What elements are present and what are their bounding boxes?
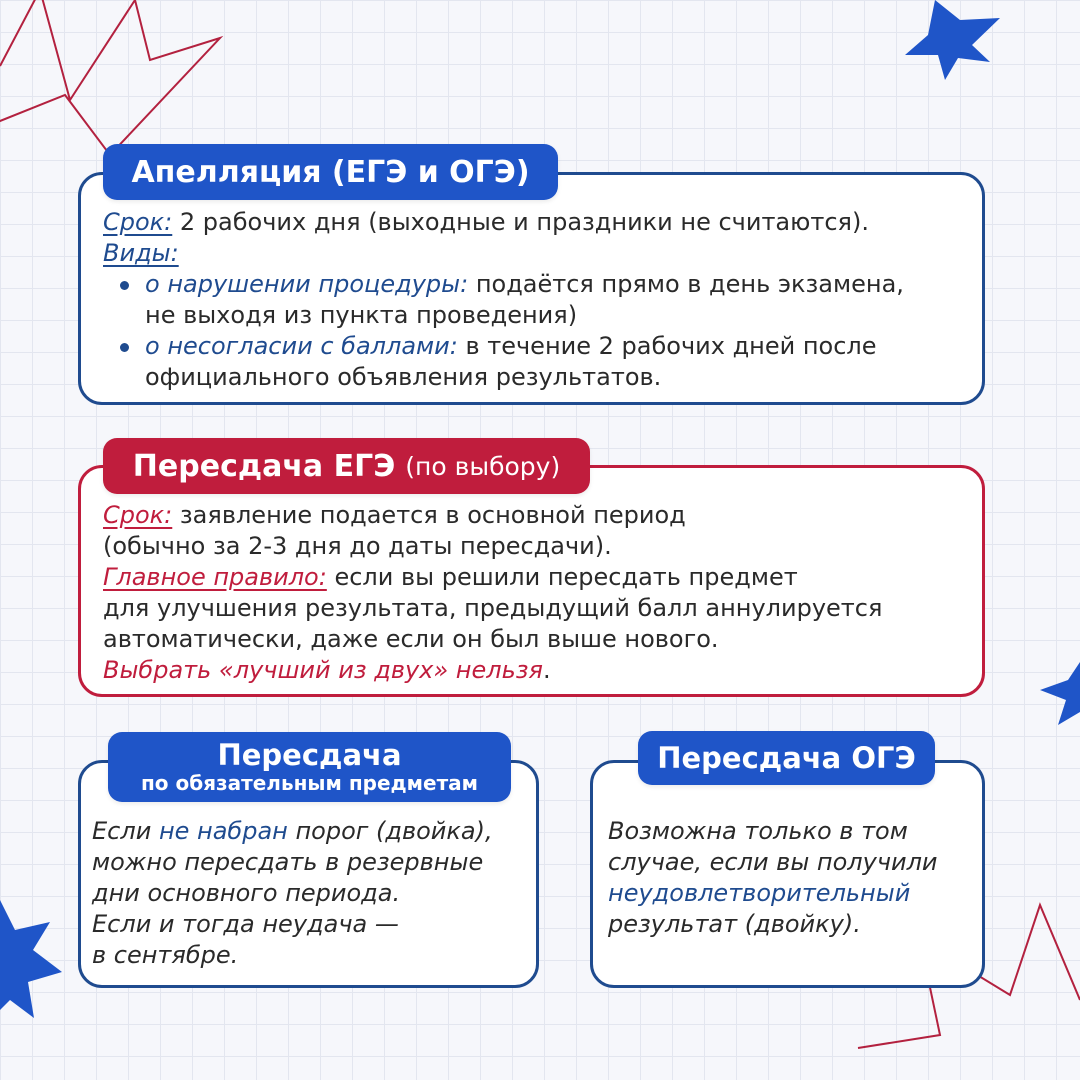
retake-oge-line-2: случае, если вы получили — [608, 848, 938, 876]
retake-ege-term-text: заявление подается в основной период — [179, 501, 686, 529]
appeal-content — [103, 207, 973, 393]
retake-oge-line-4: результат (двойку). — [608, 910, 861, 938]
appeal-item-text-cont: не выходя из пункта проведения) — [145, 301, 578, 329]
retake-ege-warning: Выбрать «лучший из двух» нельзя — [103, 656, 543, 684]
retake-ege-rule-cont-2: автоматически, даже если он был выше нового. — [103, 625, 719, 653]
retake-oge-highlight: неудовлетворительный — [608, 879, 911, 907]
retake-ege-term-label: Срок: — [103, 501, 173, 529]
star-top-right-icon — [905, 0, 1000, 80]
list-item — [145, 331, 973, 393]
appeal-types-list — [103, 269, 973, 393]
appeal-item-lead: о несогласии с баллами: — [145, 332, 458, 360]
retake-required-l1a: Если — [92, 817, 159, 845]
retake-ege-rule-text: если вы решили пересдать предмет — [334, 563, 798, 591]
retake-ege-rule-cont-1: для улучшения результата, предыдущий балл аннулируется — [103, 594, 883, 622]
retake-ege-term-cont: (обычно за 2-3 дня до даты пересдачи). — [103, 532, 612, 560]
retake-oge-title-text: Пересдача ОГЭ — [657, 741, 916, 775]
retake-ege-warning-line — [103, 655, 973, 686]
appeal-item-text-cont: официального объявления результатов. — [145, 363, 662, 391]
retake-required-line-2: можно пересдать в резервные — [92, 848, 484, 876]
retake-oge-content — [608, 816, 978, 940]
retake-required-subtitle: по обязательным предметам — [140, 770, 479, 795]
retake-oge-title — [638, 731, 935, 785]
appeal-title — [103, 144, 558, 200]
retake-oge-line-1: Возможна только в том — [608, 817, 908, 845]
retake-ege-title-text: Пересдача ЕГЭ — [132, 448, 396, 484]
appeal-term-text: 2 рабочих дня (выходные и праздники не считаются). — [179, 208, 869, 236]
retake-required-title — [108, 732, 511, 802]
list-item — [145, 269, 973, 331]
appeal-item-text: подаётся прямо в день экзамена, — [475, 270, 904, 298]
retake-ege-rule-line — [103, 562, 973, 593]
zigzag-top-left — [0, 0, 220, 155]
retake-required-highlight: не набран — [158, 817, 288, 845]
star-right-icon — [1040, 662, 1080, 725]
retake-required-line-5: в сентябре. — [92, 941, 239, 969]
retake-ege-rule-label: Главное правило: — [103, 563, 327, 591]
retake-required-line-1 — [92, 816, 532, 847]
appeal-title-text: Апелляция (ЕГЭ и ОГЭ) — [131, 154, 530, 190]
appeal-term-line — [103, 207, 973, 238]
retake-required-title-text: Пересдача — [217, 738, 402, 773]
retake-ege-term-line — [103, 500, 973, 531]
retake-required-line-4: Если и тогда неудача — — [92, 910, 399, 938]
appeal-item-lead: о нарушении процедуры: — [145, 270, 469, 298]
appeal-types-label: Виды: — [103, 239, 179, 267]
retake-ege-content — [103, 500, 973, 686]
retake-ege-title-note: (по выбору) — [405, 451, 561, 481]
star-bottom-left-icon — [0, 900, 62, 1020]
retake-required-content — [92, 816, 532, 971]
appeal-types-line — [103, 238, 973, 269]
retake-ege-warning-end: . — [542, 656, 551, 684]
appeal-term-label: Срок: — [103, 208, 173, 236]
appeal-item-text: в течение 2 рабочих дней после — [465, 332, 877, 360]
retake-required-l1b: порог (двойка), — [287, 817, 493, 845]
retake-ege-title — [103, 438, 590, 494]
retake-required-line-3: дни основного периода. — [92, 879, 401, 907]
